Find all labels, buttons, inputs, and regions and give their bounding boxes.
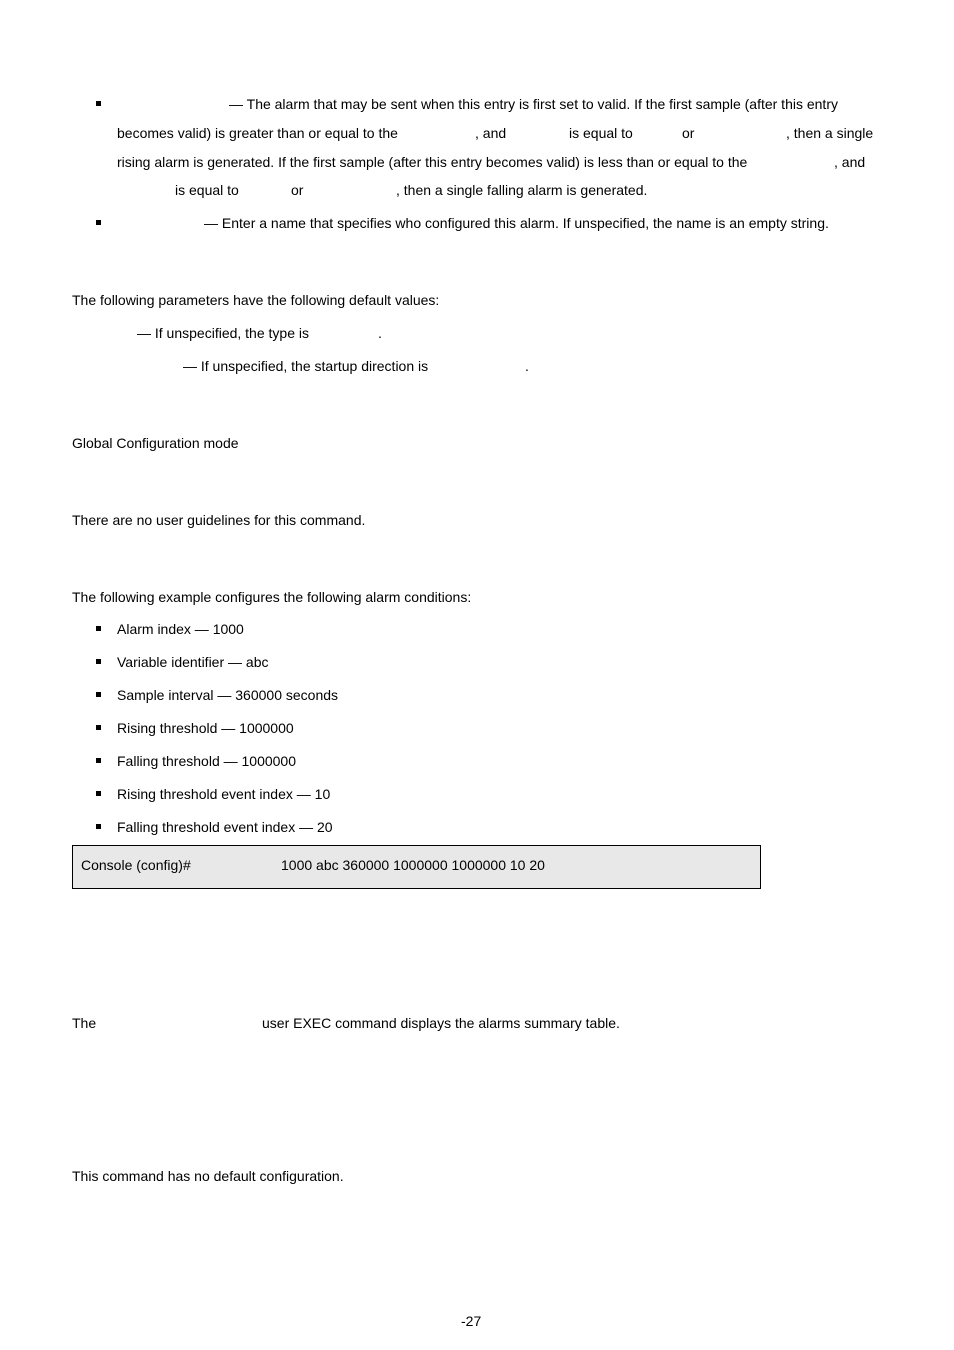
startup-desc-line2e: , then a single (786, 125, 874, 141)
bullet-marker (96, 626, 101, 631)
startup-desc-line2a: becomes valid) is greater than or equal to the (117, 125, 398, 141)
startup-desc-line2b: , and (475, 125, 507, 141)
default-startup-end: . (525, 358, 529, 374)
page-number: -27 (461, 1313, 482, 1329)
example-item-rising-event: Rising threshold event index — 10 (117, 786, 331, 802)
bullet-marker (96, 758, 101, 763)
example-item-falling-event: Falling threshold event index — 20 (117, 819, 333, 835)
startup-desc-line4a: is equal to (175, 182, 239, 198)
example-item-falling-threshold: Falling threshold — 1000000 (117, 753, 297, 769)
startup-desc-line3a: rising alarm is generated. If the first sample (after this entry becomes valid) is less than or equal to the (117, 154, 748, 170)
default-type-line: — If unspecified, the type is (137, 325, 309, 341)
command-mode-text: Global Configuration mode (72, 435, 239, 451)
console-command-args: 1000 abc 360000 1000000 1000000 10 20 (281, 857, 545, 873)
startup-desc-line2c: is equal to (569, 125, 633, 141)
example-item-alarm-index: Alarm index — 1000 (117, 621, 244, 637)
startup-desc-line1: — The alarm that may be sent when this entry is first set to valid. If the first sample (after this entry (229, 96, 838, 112)
default-type-end: . (378, 325, 382, 341)
example-item-interval: Sample interval — 360000 seconds (117, 687, 339, 703)
console-example-box (72, 845, 761, 889)
example-intro: The following example configures the following alarm conditions: (72, 589, 472, 605)
default-config-intro: The following parameters have the following default values: (72, 292, 440, 308)
startup-desc-line4b: or (291, 182, 304, 198)
owner-desc-line1: — Enter a name that specifies who configured this alarm. If unspecified, the name is an empty string. (204, 215, 829, 231)
console-prompt: Console (config)# (81, 857, 191, 873)
startup-desc-line2d: or (682, 125, 695, 141)
next-command-the: The (72, 1015, 97, 1031)
bullet-marker (96, 659, 101, 664)
bullet-marker (96, 824, 101, 829)
startup-desc-line3b: , and (834, 154, 866, 170)
next-command-description: user EXEC command displays the alarms summary table. (262, 1015, 620, 1031)
bullet-marker (96, 692, 101, 697)
startup-desc-line4c: , then a single falling alarm is generated. (396, 182, 648, 198)
next-default-config-text: This command has no default configuration. (72, 1168, 344, 1184)
bullet-marker (96, 101, 101, 106)
user-guidelines-text: There are no user guidelines for this command. (72, 512, 366, 528)
bullet-marker (96, 725, 101, 730)
bullet-marker (96, 791, 101, 796)
example-item-variable: Variable identifier — abc (117, 654, 269, 670)
bullet-marker (96, 220, 101, 225)
default-startup-line: — If unspecified, the startup direction is (183, 358, 429, 374)
example-item-rising-threshold: Rising threshold — 1000000 (117, 720, 294, 736)
